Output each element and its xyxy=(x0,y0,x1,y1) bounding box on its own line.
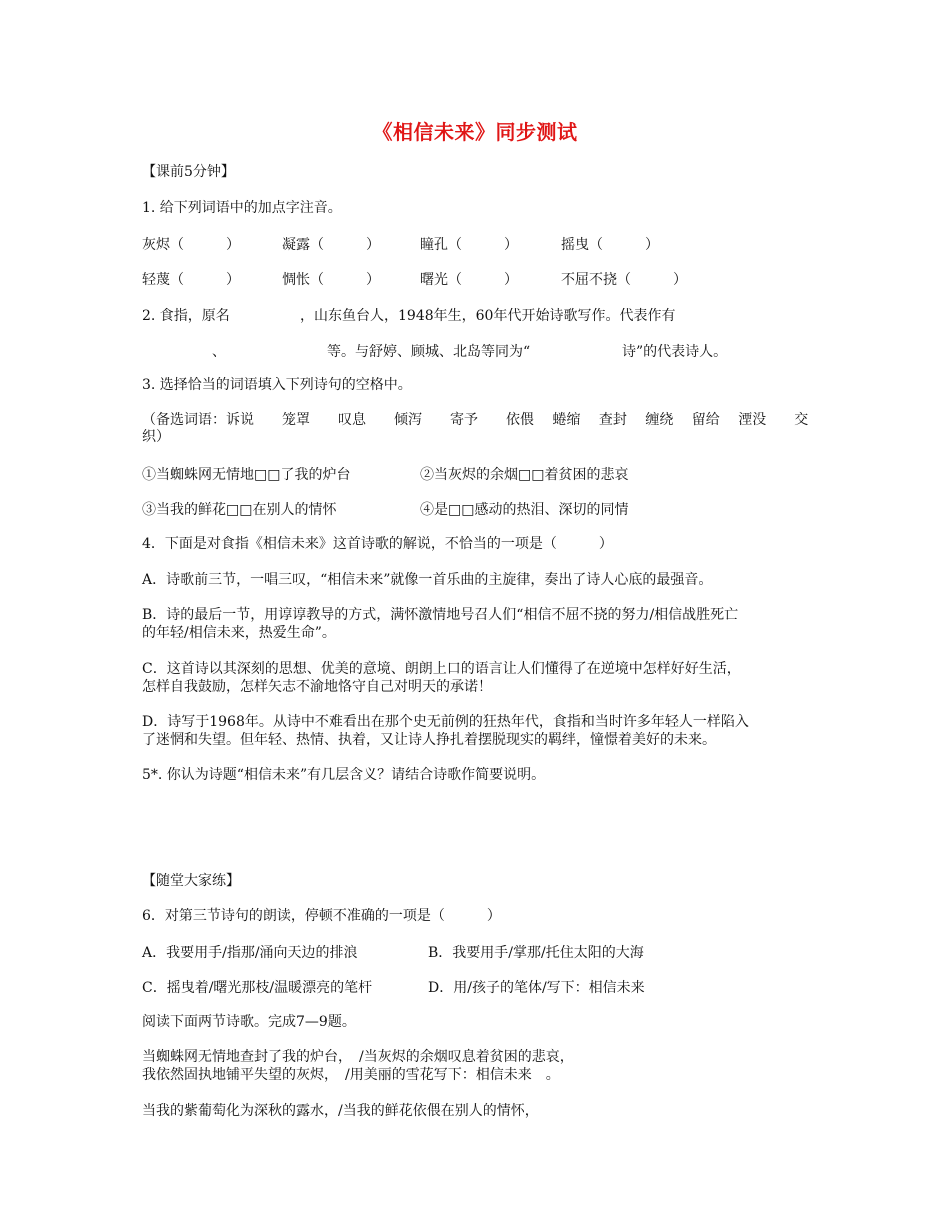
question-1-stem: 1. 给下列词语中的加点字注音。 xyxy=(142,200,342,216)
section-heading-pre-class: 【课前5分钟】 xyxy=(142,164,235,180)
q4-option-c-cont: 怎样自我鼓励，怎样矢志不渝地恪守自己对明天的承诺！ xyxy=(142,679,492,695)
page-title: 《相信未来》同步测试 xyxy=(372,120,578,144)
question-2-part-a: 2. 食指，原名 xyxy=(142,308,230,324)
question-3-options: （备选词语：诉说 笼罩 叹息 倾泻 寄予 依偎 蜷缩 查封 缠绕 留给 湮没 交 xyxy=(142,412,809,428)
q4-option-b-cont: 的年轻/相信未来，热爱生命”。 xyxy=(142,625,336,641)
poem-stanza-1-line-2: 我依然固执地铺平失望的灰烬， /用美丽的雪花写下：相信未来 。 xyxy=(142,1067,560,1083)
q6-option-c: C．摇曳着/曙光那枝/温暖漂亮的笔杆 xyxy=(142,980,373,996)
q1-word-1: 灰烬（ ） xyxy=(142,237,240,253)
question-2-part-e: 诗”的代表诗人。 xyxy=(622,344,728,360)
q1-word-5: 轻蔑（ ） xyxy=(142,272,240,288)
q6-option-a: A．我要用手/指那/涌向天边的排浪 xyxy=(142,945,358,961)
question-5: 5*. 你认为诗题“相信未来”有几层含义？请结合诗歌作简要说明。 xyxy=(142,767,546,783)
q4-option-d: D．诗写于1968年。从诗中不难看出在那个史无前例的狂热年代，食指和当时许多年轻人一样陷入 xyxy=(142,714,749,730)
reading-instruction: 阅读下面两节诗歌。完成7—9题。 xyxy=(142,1014,356,1030)
poem-stanza-2-line-1: 当我的紫葡萄化为深秋的露水，/当我的鲜花依偎在别人的情怀， xyxy=(142,1103,539,1119)
question-2-part-d: 等。与舒婷、顾城、北岛等同为“ xyxy=(327,344,531,360)
question-2-part-c: 、 xyxy=(212,344,226,360)
question-3-options-cont: 织） xyxy=(142,429,170,445)
question-3-stem: 3. 选择恰当的词语填入下列诗句的空格中。 xyxy=(142,377,412,393)
poem-stanza-1-line-1: 当蜘蛛网无情地查封了我的炉台， /当灰烬的余烟叹息着贫困的悲哀， xyxy=(142,1049,574,1065)
q1-word-8: 不屈不挠（ ） xyxy=(561,272,687,288)
q6-option-d: D．用/孩子的笔体/写下：相信未来 xyxy=(428,980,645,996)
question-6-stem: 6．对第三节诗句的朗读，停顿不准确的一项是（ ） xyxy=(142,908,501,924)
q4-option-d-cont: 了迷惘和失望。但年轻、热情、执着，又让诗人挣扎着摆脱现实的羁绊，憧憬着美好的未来。 xyxy=(142,732,716,748)
q4-option-a: A．诗歌前三节，一唱三叹，“相信未来”就像一首乐曲的主旋律，奏出了诗人心底的最强音。 xyxy=(142,572,713,588)
q1-word-2: 凝露（ ） xyxy=(282,237,380,253)
q1-word-4: 摇曳（ ） xyxy=(561,237,659,253)
q4-option-b: B．诗的最后一节，用谆谆教导的方式，满怀激情地号召人们“相信不屈不挠的努力/相信战胜死亡 xyxy=(142,607,739,623)
q3-sentence-4: ④是□□感动的热泪、深切的同情 xyxy=(420,502,629,518)
q3-sentence-3: ③当我的鲜花□□在别人的情怀 xyxy=(142,502,337,518)
q3-sentence-2: ②当灰烬的余烟□□着贫困的悲哀 xyxy=(420,467,629,483)
section-heading-in-class: 【随堂大家练】 xyxy=(142,873,240,889)
q1-word-3: 瞳孔（ ） xyxy=(420,237,518,253)
question-4-stem: 4．下面是对食指《相信未来》这首诗歌的解说，不恰当的一项是（ ） xyxy=(142,536,613,552)
q4-option-c: C．这首诗以其深刻的思想、优美的意境、朗朗上口的语言让人们懂得了在逆境中怎样好好生活， xyxy=(142,661,741,677)
question-2-part-b: ，山东鱼台人，1948年生，60年代开始诗歌写作。代表作有 xyxy=(300,308,676,324)
q3-sentence-1: ①当蜘蛛网无情地□□了我的炉台 xyxy=(142,467,351,483)
q1-word-7: 曙光（ ） xyxy=(420,272,518,288)
q6-option-b: B．我要用手/掌那/托住太阳的大海 xyxy=(428,945,644,961)
q1-word-6: 惆怅（ ） xyxy=(282,272,380,288)
